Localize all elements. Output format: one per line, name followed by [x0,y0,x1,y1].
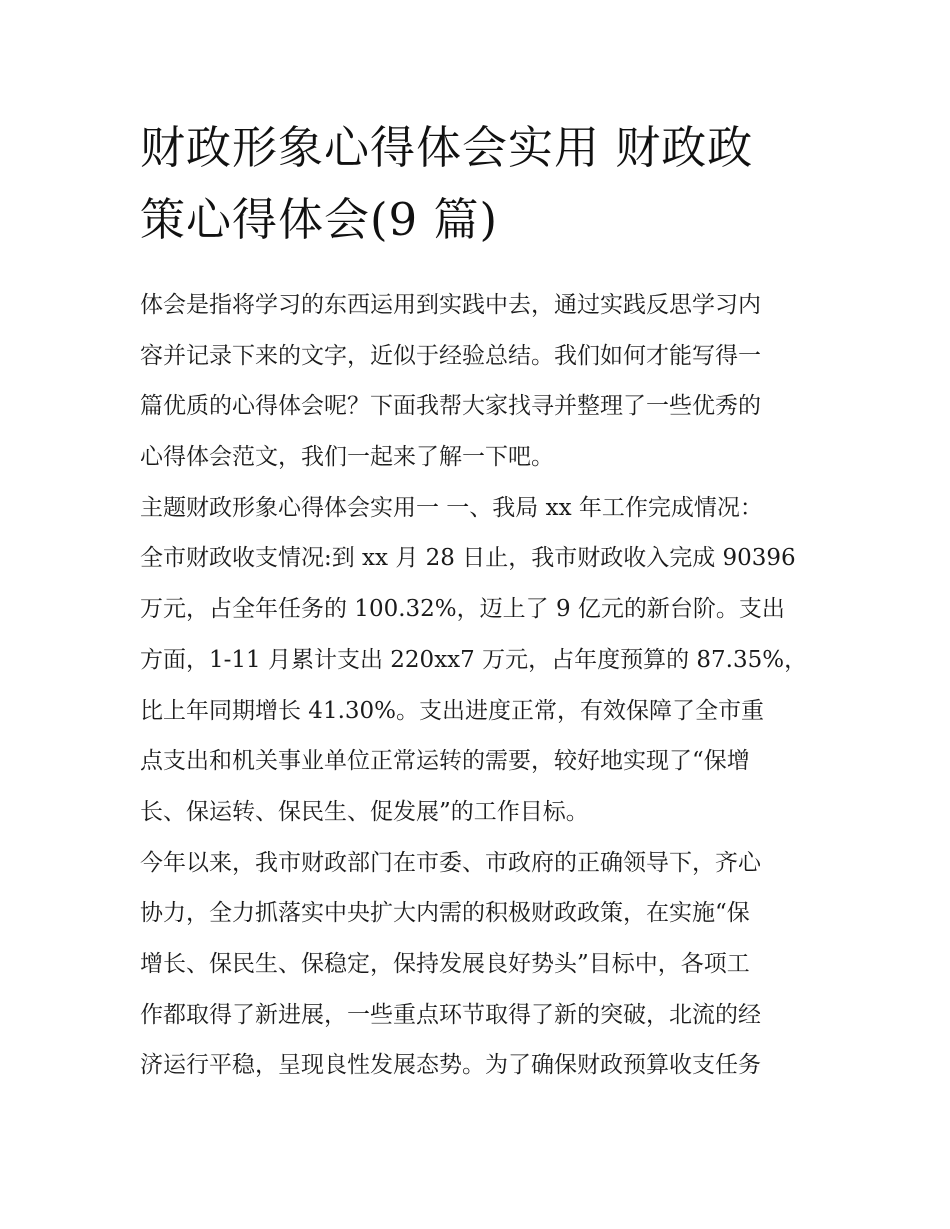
body-line: 今年以来，我市财政部门在市委、市政府的正确领导下，齐心 [140,849,761,876]
body-line: 万元，占全年任务的 100.32%，迈上了 9 亿元的新台阶。支出 [140,596,785,623]
body-line: 比上年同期增长 41.30%。支出进度正常，有效保障了全市重 [140,697,765,724]
body-line: 作都取得了新进展，一些重点环节取得了新的突破，北流的经 [140,1001,761,1028]
body-line: 增长、保民生、保稳定，保持发展良好势头”目标中，各项工 [140,950,750,977]
body-line: 点支出和机关事业单位正常运转的需要，较好地实现了“保增 [140,748,750,775]
body-line: 心得体会范文，我们一起来了解一下吧。 [140,444,554,471]
body-line: 体会是指将学习的东西运用到实践中去，通过实践反思学习内 [140,292,761,318]
body-line: 协力，全力抓落实中央扩大内需的积极财政政策，在实施“保 [140,900,750,927]
body-line: 济运行平稳，呈现良性发展态势。为了确保财政预算收支任务 [140,1052,761,1079]
body-line: 篇优质的心得体会呢？下面我帮大家找寻并整理了一些优秀的 [140,393,761,420]
title-line: 策心得体会(9 篇) [140,193,499,246]
title-line: 财政形象心得体会实用 财政政 [140,121,754,174]
body-line: 方面，1-11 月累计支出 220xx7 万元，占年度预算的 87.35%， [140,646,808,673]
document-title [140,112,820,256]
body-line: 主题财政形象心得体会实用一 一、我局 xx 年工作完成情况： [140,494,763,521]
body-line: 长、保运转、保民生、促发展”的工作目标。 [140,798,589,825]
body-line: 容并记录下来的文字，近似于经验总结。我们如何才能写得一 [140,342,761,369]
document-body [140,280,830,1091]
body-line: 全市财政收支情况:到 xx 月 28 日止，我市财政收入完成 90396 [140,545,796,572]
